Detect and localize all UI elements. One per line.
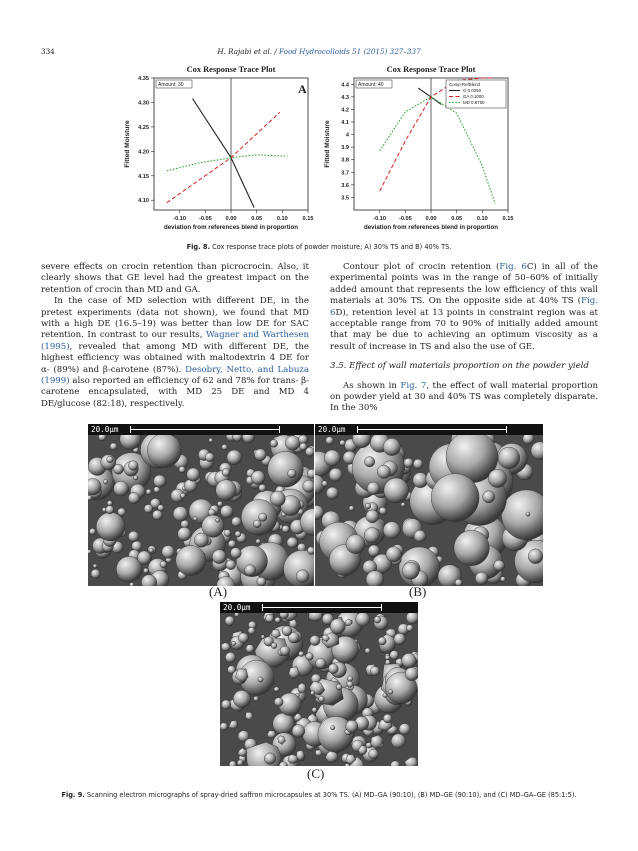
paragraph-3-text-c: D), retention level at 13 points in constraint region was at acceptable range from 70 to 90% of initially added amount that may be due to achieving an optimum viscosity as a result of increase in TS and also the use of GE.	[330, 307, 598, 352]
y-tick-label: 4.10	[138, 198, 149, 205]
x-tick-label: -0.05	[198, 216, 212, 222]
paragraph-3	[330, 262, 598, 353]
micrograph-texture	[220, 602, 418, 766]
y-tick-label: 4.25	[138, 124, 149, 131]
sem-image-b	[315, 424, 543, 586]
figure-8-label: Fig. 8.	[186, 243, 210, 251]
y-tick-label: 4.2	[341, 107, 349, 114]
y-axis-label: Fitted Moisture	[324, 120, 331, 168]
paragraph-4-text-a: As shown in	[343, 380, 401, 391]
y-tick-label: 4.20	[138, 149, 149, 156]
x-tick-label: 0.10	[276, 216, 288, 222]
x-tick-label: -0.05	[398, 216, 412, 222]
sem-image-a	[88, 424, 314, 586]
x-tick-label: 0.00	[425, 216, 437, 222]
figure-8-caption-text: Cox response trace plots of powder moisture; A) 30% TS and B) 40% TS.	[209, 243, 452, 251]
figure-9-caption	[0, 791, 638, 799]
x-tick-label: 0.15	[302, 216, 314, 222]
body-column-left	[41, 262, 309, 410]
y-tick-label: 4.1	[341, 120, 349, 126]
cox-trace-plot-a	[118, 60, 318, 234]
y-axis-label: Fitted Moisture	[124, 120, 131, 168]
chart-title: Cox Response Trace Plot	[186, 65, 276, 74]
cox-trace-plot-b	[318, 60, 518, 234]
paragraph-2	[41, 296, 309, 410]
y-tick-label: 3.8	[341, 157, 349, 164]
chart-svg	[318, 60, 518, 230]
x-axis-label: deviation from references blend in proportion	[163, 224, 299, 231]
y-tick-label: 4.30	[138, 100, 149, 107]
y-tick-label: 3.6	[341, 182, 349, 189]
legend-label-md: MD 0.8750	[463, 100, 485, 105]
x-tick-label: 0.15	[502, 216, 514, 222]
x-tick-label: -0.10	[373, 216, 387, 222]
scale-bar	[315, 424, 543, 435]
section-heading: 3.5. Effect of wall materials proportion on the powder yield	[330, 361, 589, 372]
scale-bar-label: 20.0μm	[223, 603, 251, 612]
paragraph-2-text-c: also reported an efficiency of 62 and 78% for trans- β-carotene encapsulated, with MD 25 DE and MD 4 DE/glucose (82:18), respectively.	[41, 376, 309, 409]
x-tick-label: 0.10	[476, 216, 488, 222]
scale-bar	[220, 602, 418, 613]
chart-title: Cox Response Trace Plot	[386, 65, 476, 74]
y-tick-label: 4	[345, 132, 349, 139]
legend-label-ga: GA 0.1000	[463, 94, 484, 99]
amount-label: Amount: 30	[158, 82, 184, 89]
micrograph-texture	[315, 424, 543, 586]
chart-svg	[118, 60, 318, 230]
x-axis-label: deviation from references blend in proportion	[363, 224, 499, 231]
paragraph-1: severe effects on crocin retention than picrocrocin. Also, it clearly shows that GE level had the greatest impact on the retention of crocin than MD and GA.	[41, 262, 309, 295]
y-tick-label: 4.35	[138, 76, 149, 82]
y-tick-label: 3.7	[341, 170, 349, 177]
series-ga-line	[167, 112, 280, 203]
paragraph-3-text-b: C) in all of the experimental points was in the range of 50–60% of initially added amount that represents the low efficiency of this wall materials at 30% TS. On the opposite side at 40% TS (	[330, 262, 599, 307]
series-md-line	[167, 155, 288, 171]
figure-9-caption-text: Scanning electron micrographs of spray-dried saffron microcapsules at 30% TS. (A) MD–GA (90:10), (B) MD–GE (90:10), and (C) MD–GA–GE (85:1:5).	[84, 791, 577, 799]
sem-image-c	[220, 602, 418, 766]
citation-desobry[interactable]: Desobry, Netto, and Labuza (1999)	[41, 364, 310, 387]
paragraph-4-text-b: , the effect of wall material proportion on powder yield at 30 and 40% TS was completely disparate. In the 30%	[330, 380, 598, 414]
figure-8-caption	[0, 243, 638, 251]
citation-wagner[interactable]: Wagner and Warthesen (1995)	[41, 330, 309, 352]
paragraph-2-text-a: In the case of MD selection with different DE, in the pretest experiments (data not shown), we found that MD with a high DE (16.5–19) was better than low DE for SAC retention. In contrast to our results,	[41, 296, 309, 341]
scale-bar-label: 20.0μm	[91, 425, 119, 434]
x-tick-label: 0.00	[225, 216, 237, 222]
x-tick-label: -0.10	[173, 216, 187, 222]
series-g-line	[193, 99, 255, 208]
fig6-link-1[interactable]: Fig. 6	[499, 262, 527, 272]
panel-label-b: (B)	[409, 584, 427, 599]
y-tick-label: 4.3	[341, 94, 349, 101]
paragraph-3-text-a: Contour plot of crocin retention (	[343, 262, 500, 272]
author-line: H. Rajabi et al. /	[217, 47, 280, 56]
running-title	[0, 47, 638, 56]
panel-label-a: (A)	[209, 584, 228, 599]
panel-letter: A	[298, 82, 307, 96]
figure-9-label: Fig. 9.	[61, 791, 85, 799]
paragraph-4	[330, 381, 598, 415]
journal-link[interactable]: Food Hydrocolloids 51 (2015) 327–337	[279, 47, 421, 56]
amount-label: Amount: 40	[358, 82, 384, 89]
series-md-line	[380, 97, 496, 204]
y-tick-label: 3.9	[341, 145, 349, 152]
scale-bar	[88, 424, 314, 435]
series-g-line	[418, 88, 441, 104]
fig7-link[interactable]: Fig. 7	[400, 380, 427, 391]
paragraph-2-text-b: , revealed that among MD with different DE, the highest efficiency was obtained with maltodextrin 4 DE for α- (89%) and β-carotene (87%).	[41, 341, 309, 375]
y-tick-label: 3.5	[341, 195, 349, 202]
micrograph-texture	[88, 424, 314, 586]
fig6-link-2[interactable]: Fig. 6	[330, 296, 598, 318]
y-tick-label: 4.15	[138, 173, 149, 180]
x-tick-label: 0.05	[451, 216, 463, 222]
y-tick-label: 4.4	[341, 82, 349, 89]
x-tick-label: 0.05	[251, 216, 263, 222]
body-column-right	[330, 262, 598, 415]
legend-title: Comp:RefBlend	[449, 82, 480, 87]
page-number: 334	[41, 47, 55, 56]
legend-label-g: G 0.0250	[463, 88, 482, 93]
scale-bar-label: 20.0μm	[318, 425, 346, 434]
panel-label-c: (C)	[307, 766, 325, 781]
